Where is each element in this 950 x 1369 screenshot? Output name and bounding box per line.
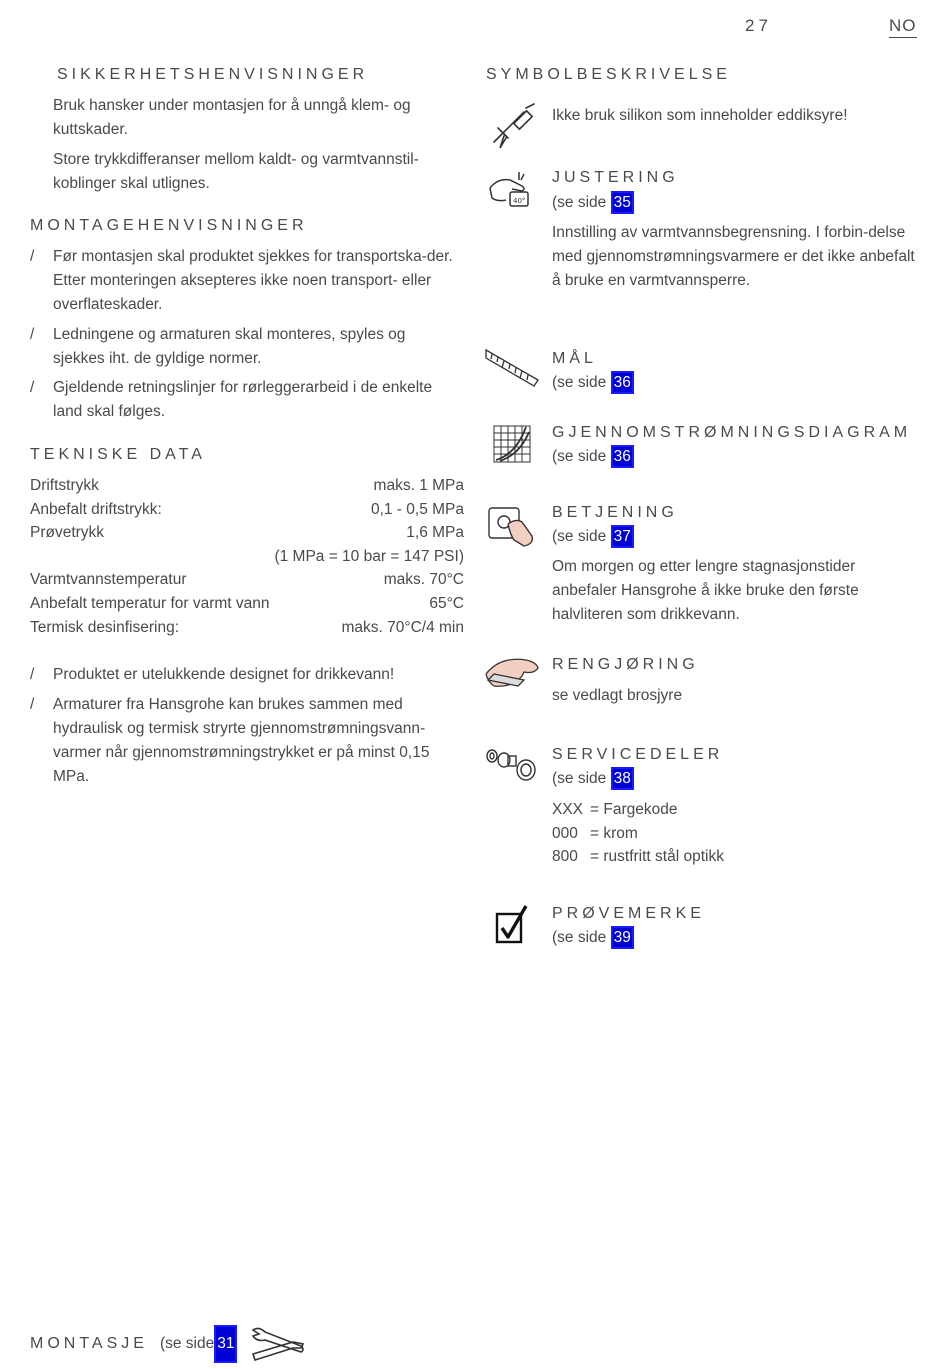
dimensions-title: MÅL <box>552 350 597 367</box>
service-code-desc: = Fargekode <box>590 801 678 818</box>
operation-title: BETJENING <box>552 504 678 521</box>
hand-operation-icon <box>486 500 538 552</box>
cleaning-text: se vedlagt brosjyre <box>552 687 683 704</box>
technical-label: Varmtvannstemperatur <box>30 571 187 589</box>
technical-value: 1,6 MPa <box>406 524 464 542</box>
footer-prefix: (se side <box>159 1335 215 1352</box>
dimensions-page-link[interactable]: 36 <box>611 371 634 394</box>
technical-note <box>30 663 460 687</box>
mounting-item <box>30 323 460 371</box>
mounting-heading: MONTAGEHENVISNINGER <box>30 217 308 234</box>
technical-value: (1 MPa = 10 bar = 147 PSI) <box>274 547 464 565</box>
language-code: NO <box>889 16 917 38</box>
safety-heading: SIKKERHETSHENVISNINGER <box>57 66 369 83</box>
technical-row <box>30 568 464 592</box>
bullet-mark: / <box>30 696 35 713</box>
technical-row <box>30 474 464 498</box>
technical-row <box>30 521 464 545</box>
see-page-prefix: (se side <box>552 528 611 545</box>
footer-title: MONTASJE <box>30 1335 148 1352</box>
mounting-item-text: Gjeldende retningslinjer for rørleggerarbeid i de enkelte land skal følges. <box>53 379 433 420</box>
safety-text-1: Bruk hansker under montasjen for å unngå klem- og kuttskader. <box>53 97 411 138</box>
see-page-prefix: (se side <box>552 374 611 391</box>
silicone-gun-icon <box>488 102 540 154</box>
technical-note-text: Armaturer fra Hansgrohe kan brukes sammen med hydraulisk og termisk stryrte gjennomstrømningsvann-varmer når gjennomstrømningstrykket er på minst 0,15 MPa. <box>53 696 430 785</box>
checkbox-icon <box>494 904 546 956</box>
cleaning-hand-icon <box>484 652 536 704</box>
technical-label: Driftstrykk <box>30 477 99 494</box>
technical-heading: TEKNISKE DATA <box>30 446 206 463</box>
technical-row <box>30 498 464 522</box>
service-codes <box>552 798 724 869</box>
footer-page-link[interactable]: 31 <box>214 1325 237 1363</box>
technical-value: maks. 70°C <box>383 571 464 589</box>
technical-note <box>30 693 460 789</box>
bullet-mark: / <box>30 326 35 343</box>
see-page-prefix: (se side <box>552 194 611 211</box>
service-code: XXX <box>552 801 584 818</box>
technical-row <box>30 545 464 569</box>
svg-text:40°: 40° <box>513 197 526 205</box>
service-code: 000 <box>552 824 578 842</box>
adjust-page-link[interactable]: 35 <box>611 191 634 214</box>
flow-title: GJENNOMSTRØMNINGSDIAGRAM <box>552 424 912 441</box>
service-code-desc: = krom <box>590 824 638 842</box>
service-code-row <box>552 798 724 822</box>
technical-value: 0,1 - 0,5 MPa <box>370 500 464 518</box>
silicone-text: Ikke bruk silikon som inneholder eddiksyre! <box>552 107 848 124</box>
adjust-hand-icon <box>486 166 538 218</box>
cleaning-title: RENGJØRING <box>552 656 699 673</box>
see-page-prefix: (se side <box>552 929 611 946</box>
flow-page-link[interactable]: 36 <box>611 445 634 468</box>
mounting-item-text: Før montasjen skal produktet sjekkes for transportska-der. Etter monteringen aksepteres ikke noen transport- eller overflateskader. <box>53 248 453 313</box>
technical-label: Prøvetrykk <box>30 524 105 542</box>
technical-table <box>30 474 464 639</box>
operation-page-link[interactable]: 37 <box>611 525 634 548</box>
technical-value: maks. 1 MPa <box>373 477 464 494</box>
symbols-heading: SYMBOLBESKRIVELSE <box>486 66 731 83</box>
service-code-row <box>552 845 724 869</box>
bullet-mark: / <box>30 379 35 396</box>
technical-label: Termisk desinfisering: <box>30 618 180 636</box>
wrench-screwdriver-icon <box>249 1324 307 1364</box>
mounting-item <box>30 245 460 317</box>
see-page-prefix: (se side <box>552 770 611 787</box>
service-code-desc: = rustfritt stål optikk <box>590 848 724 865</box>
mounting-item-text: Ledningene og armaturen skal monteres, spyles og sjekkes iht. de gyldige normer. <box>53 326 406 367</box>
operation-text: Om morgen og etter lengre stagnasjonstider anbefaler Hansgrohe å ikke bruke den første halvliteren som drikkevann. <box>552 558 859 623</box>
flow-diagram-icon <box>492 424 544 476</box>
see-page-prefix: (se side <box>552 448 611 465</box>
flow-page-ref <box>552 445 634 469</box>
ruler-icon <box>484 346 536 398</box>
test-page-ref <box>552 926 634 950</box>
technical-label: Anbefalt temperatur for varmt vann <box>30 594 270 612</box>
test-title: PRØVEMERKE <box>552 905 705 922</box>
safety-text-2: Store trykkdifferanser mellom kaldt- og varmtvannstil-koblinger skal utlignes. <box>53 151 419 192</box>
test-page-link[interactable]: 39 <box>611 926 634 949</box>
service-page-ref <box>552 767 634 791</box>
mounting-item <box>30 376 460 424</box>
technical-value: maks. 70°C/4 min <box>341 618 464 636</box>
footer-mounting <box>30 1324 307 1364</box>
service-page-link[interactable]: 38 <box>611 767 634 790</box>
technical-note-text: Produktet er utelukkende designet for drikkevann! <box>53 666 395 683</box>
service-title: SERVICEDELER <box>552 746 724 763</box>
service-code-row <box>552 822 724 846</box>
bullet-mark: / <box>30 248 35 265</box>
bullet-mark: / <box>30 666 35 683</box>
dimensions-page-ref <box>552 371 634 395</box>
technical-row <box>30 592 464 616</box>
adjust-text: Innstilling av varmtvannsbegrensning. I forbin-delse med gjennomstrømningsvarmere er det ikke anbefalt å bruke en varmtvannsperre. <box>552 224 915 289</box>
operation-page-ref <box>552 525 634 549</box>
technical-row <box>30 616 464 640</box>
adjust-page-ref <box>552 191 634 215</box>
technical-value: 65°C <box>429 594 464 612</box>
adjust-title: JUSTERING <box>552 169 679 186</box>
spare-parts-icon <box>484 744 536 796</box>
page-number: 27 <box>745 16 772 35</box>
service-code: 800 <box>552 848 578 865</box>
technical-label: Anbefalt driftstrykk: <box>30 500 162 518</box>
